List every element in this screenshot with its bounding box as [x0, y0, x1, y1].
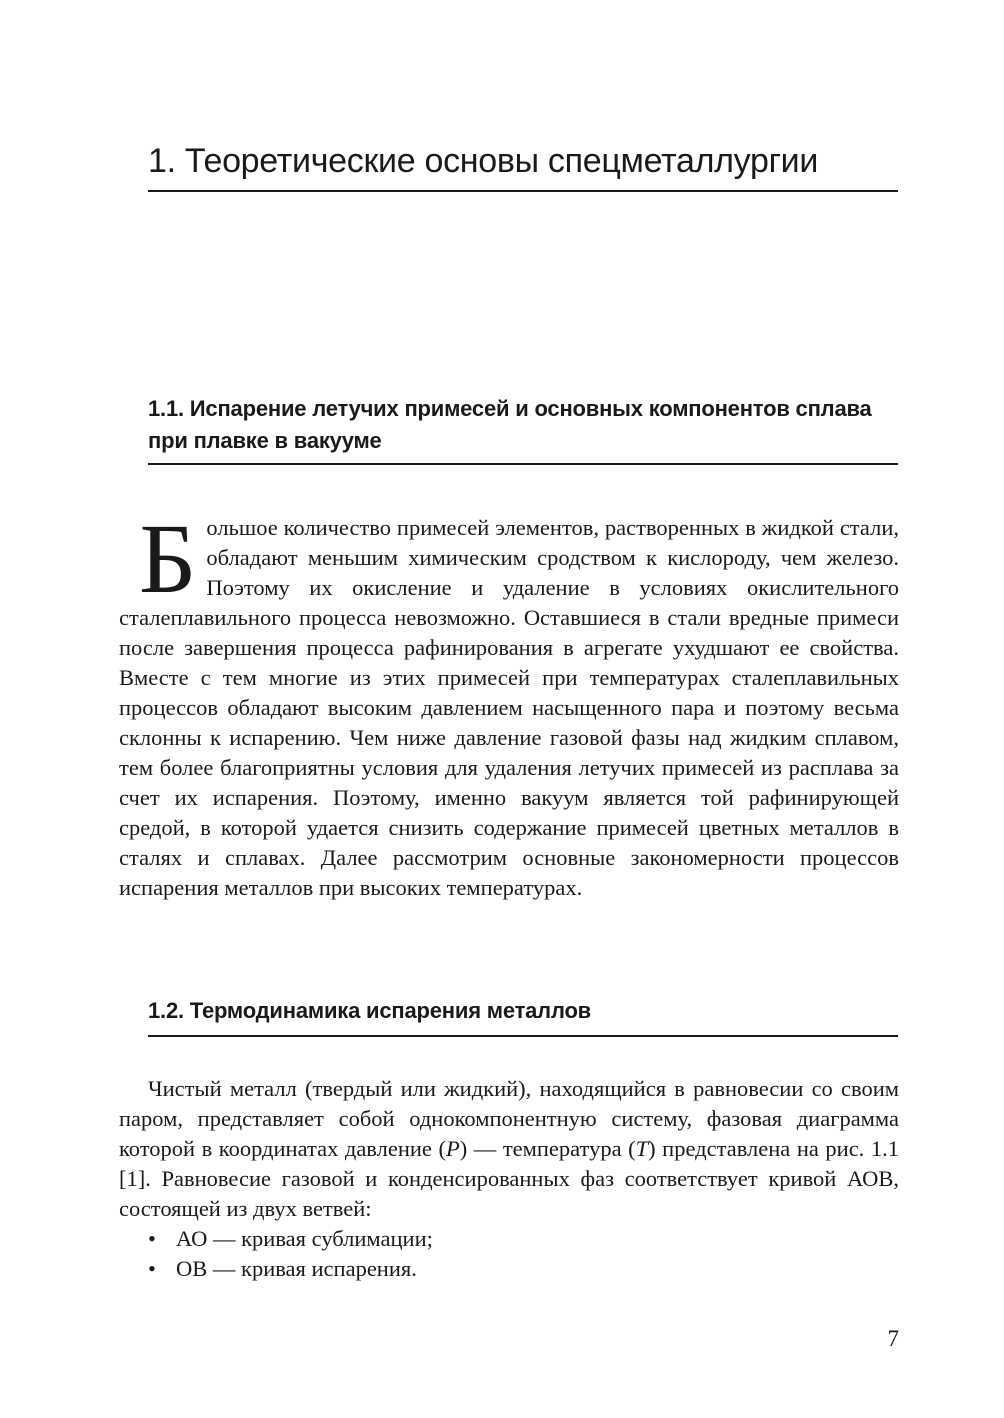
section-rule-1-1 [148, 463, 898, 465]
drop-cap: Б [139, 503, 197, 614]
bullet-icon: • [148, 1256, 156, 1281]
paragraph-text-part2: ) — температура ( [459, 1136, 636, 1161]
list-item-text: АО — кривая сублимации; [176, 1226, 433, 1251]
paragraph-text-part3: ) представлена на рис. 1.1 [1]. Равновесие газовой и конденсированных фаз соответствует кривой АОВ, состоящей из двух ветвей: [119, 1136, 899, 1221]
section-1-1-paragraph-text: ольшое количество примесей элементов, растворенных в жидкой стали, обладают меньшим химическим сродством к кислороду, чем железо. Поэтому их окисление и удаление в условиях окислительного сталеплавильного процесса невозможно. Оставшиеся в стали вредные примеси после завершения процесса рафинирования в агрегате ухудшают ее свойства. Вместе с тем многие из этих примесей при температурах сталеплавильных процессов обладают высоким давлением насыщенного пара и поэтому весьма склонны к испарению. Чем ниже давление газовой фазы над жидким сплавом, тем более благоприятны условия для удаления летучих примесей из расплава за счет их испарения. Поэтому, именно вакуум является той рафинирующей средой, в которой удается снизить содержание примесей цветных металлов в сталях и сплавах. Далее рассмотрим основные закономерности процессов испарения металлов при высоких температурах. [119, 515, 899, 900]
section-rule-1-2 [148, 1035, 898, 1037]
section-1-1-paragraph [119, 503, 899, 903]
chapter-title: 1. Теоретические основы спецметаллургии [148, 142, 819, 180]
variable-p: P [445, 1136, 460, 1161]
paragraph-text-part1: Чистый металл (твердый или жидкий), находящийся в равновесии со своим паром, представляет собой однокомпонентную систему, фазовая диаграмма которой в координатах давление ( [119, 1076, 899, 1161]
list-item [119, 1254, 899, 1284]
variable-t: T [635, 1136, 649, 1161]
list-item [119, 1224, 899, 1254]
bullet-icon: • [148, 1226, 156, 1251]
bullet-list [119, 1224, 899, 1284]
section-title-1-1: 1.1. Испарение летучих примесей и основных компонентов сплава при плавке в вакууме [148, 396, 872, 453]
list-item-text: ОВ — кривая испарения. [176, 1256, 417, 1281]
section-1-2-paragraph [119, 1074, 899, 1224]
section-title-1-2: 1.2. Термодинамика испарения металлов [148, 998, 592, 1023]
chapter-title-rule [148, 190, 898, 192]
page-number: 7 [887, 1326, 899, 1351]
